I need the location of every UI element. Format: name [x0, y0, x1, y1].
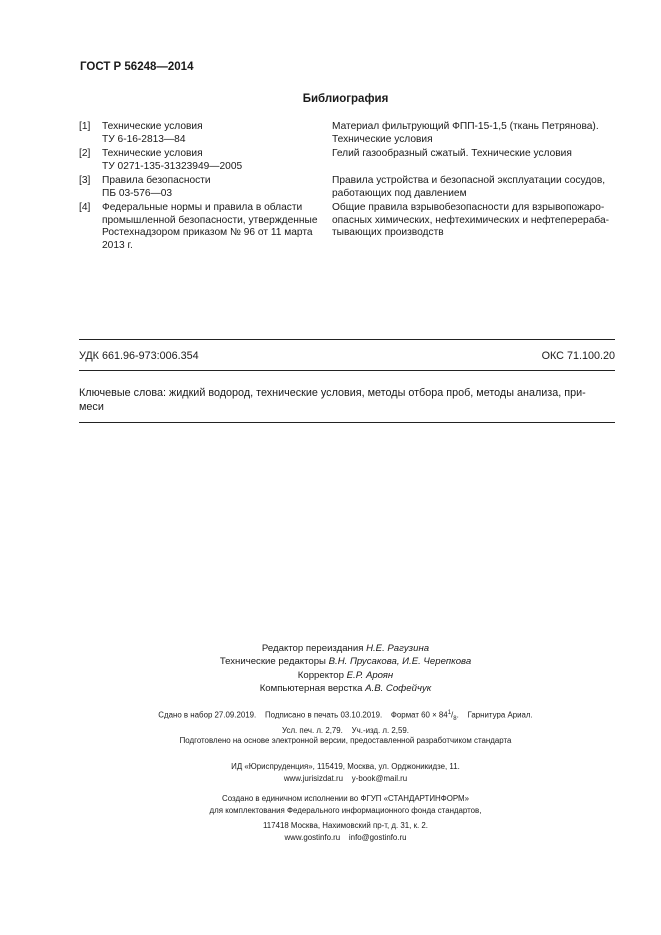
doc-line: Федеральные нормы и правила в области — [102, 202, 303, 213]
layout-line — [0, 682, 661, 695]
desc-line: Общие правила взрывобезопасности для взрывопожаро- — [332, 202, 605, 213]
editor-name: Н.Е. Рагузина — [366, 643, 430, 654]
corrector-line — [0, 669, 661, 682]
keywords-line: меси — [79, 401, 104, 413]
divider-middle — [79, 370, 615, 371]
desc-line: опасных химических, нефтехимических и нефтеперераба- — [332, 214, 610, 226]
layout-label: Компьютерная верстка — [259, 683, 366, 695]
desc-line: Гелий газообразный сжатый. Технические условия — [332, 148, 572, 159]
standartinform-line: Создано в единичном исполнении во ФГУП «СТАНДАРТИНФОРМ» — [222, 794, 469, 803]
doc-line: Технические условия — [102, 148, 203, 159]
doc-line: ТУ 0271-135-31323949—2005 — [102, 160, 243, 172]
udk-code: УДК 661.96-973:006.354 — [79, 350, 199, 362]
entry-number: [3] — [79, 175, 91, 186]
doc-line: ТУ 6-16-2813—84 — [102, 133, 186, 145]
credits-block — [0, 642, 661, 696]
print-source-note — [0, 735, 661, 747]
standartinform-address: 117418 Москва, Нахимовский пр-т, д. 31, к. 2. — [262, 821, 428, 830]
bibliography-entry — [79, 121, 615, 146]
oks-code: ОКС 71.100.20 — [541, 350, 615, 362]
editor-label: Редактор переиздания — [261, 643, 367, 654]
print-info — [0, 707, 661, 737]
entry-description — [332, 121, 615, 146]
publisher-contacts: www.jurisizdat.ru y-book@mail.ru — [283, 774, 408, 783]
entry-number: [1] — [79, 121, 91, 132]
standartinform-contacts: www.gostinfo.ru info@gostinfo.ru — [284, 833, 407, 842]
entry-description — [332, 202, 615, 253]
bibliography-entry — [79, 175, 615, 200]
desc-line: Правила устройства и безопасной эксплуатации сосудов, — [332, 175, 606, 186]
entry-document — [102, 175, 332, 200]
tech-editors-names: В.Н. Прусакова, И.Е. Черепкова — [328, 656, 472, 668]
desc-line: Технические условия — [332, 133, 433, 145]
desc-line: Материал фильтрующий ФПП-15-1,5 (ткань Петрянова). — [332, 121, 599, 132]
corrector-name: Е.Р. Ароян — [346, 669, 394, 681]
divider-bottom — [79, 422, 615, 423]
doc-line: ПБ 03-576—03 — [102, 187, 173, 199]
entry-document — [102, 148, 332, 173]
entry-description — [332, 175, 615, 200]
doc-line: промышленной безопасности, утвержденные — [102, 214, 318, 226]
editor-line — [0, 642, 661, 655]
print-info-line: Сдано в набор 27.09.2019. Подписано в печать 03.10.2019. Формат $60 \times 84^1/_8$. Гарнитура Ариал. — [158, 710, 533, 723]
document-code: ГОСТ Р 56248—2014 — [80, 61, 194, 73]
print-source-text: Подготовлено на основе электронной версии, предоставленной разработчиком стандарта — [179, 736, 512, 745]
print-info-text: . Гарнитура Ариал. — [456, 710, 533, 720]
entry-document — [102, 121, 332, 146]
doc-line: 2013 г. — [102, 240, 133, 252]
layout-name: А.В. Софейчук — [365, 683, 432, 695]
bibliography-list — [79, 121, 615, 255]
desc-line: работающих под давлением — [332, 187, 467, 199]
format-fraction-denominator: 8 — [453, 716, 457, 723]
format-fraction-numerator: 1 — [447, 710, 452, 716]
doc-line: Ростехнадзором приказом № 96 от 11 марта — [102, 227, 313, 239]
standartinform-info — [0, 793, 661, 844]
tech-editors-line — [0, 655, 661, 668]
entry-description — [332, 148, 615, 173]
publisher-address: ИД «Юриспруденция», 115419, Москва, ул. Орджоникидзе, 11. — [231, 762, 460, 771]
section-title: Библиография — [302, 93, 389, 105]
publisher-info — [0, 761, 661, 785]
doc-line: Технические условия — [102, 121, 203, 132]
bibliography-entry — [79, 202, 615, 253]
doc-line: Правила безопасности — [102, 175, 211, 186]
divider-top — [79, 339, 615, 340]
standartinform-line: для комплектования Федерального информационного фонда стандартов, — [209, 806, 482, 815]
desc-line: тывающих производств — [332, 227, 444, 239]
entry-number: [2] — [79, 148, 91, 159]
tech-editors-label: Технические редакторы — [219, 656, 329, 668]
entry-document — [102, 202, 332, 253]
print-info-line: Усл. печ. л. 2,79. Уч.-изд. л. 2,59. — [282, 726, 409, 736]
keywords-line: Ключевые слова: жидкий водород, технические условия, методы отбора проб, методы анализа, при- — [79, 387, 586, 399]
corrector-label: Корректор — [297, 669, 347, 681]
keywords — [79, 386, 615, 414]
entry-number: [4] — [79, 202, 91, 213]
bibliography-entry — [79, 148, 615, 173]
print-info-text: Сдано в набор 27.09.2019. Подписано в печать 03.10.2019. Формат 60 × 84 — [158, 710, 448, 720]
